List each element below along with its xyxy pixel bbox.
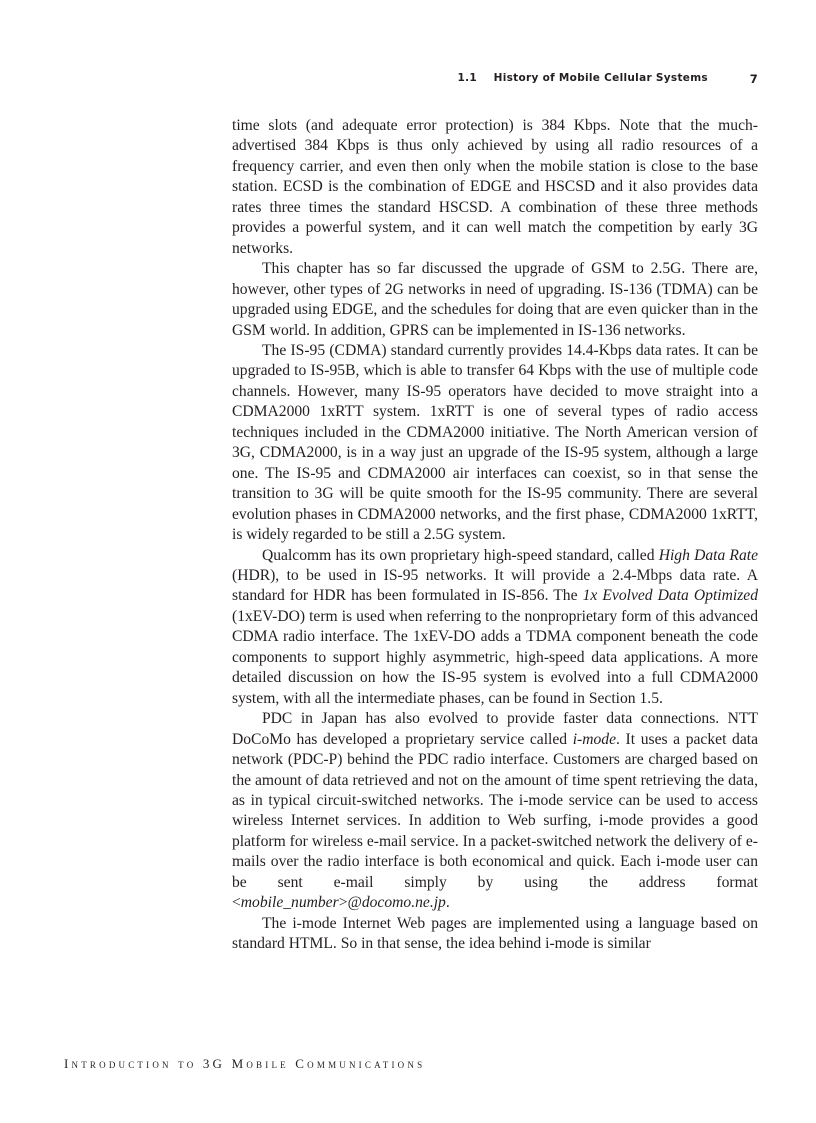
running-head [232, 72, 758, 88]
page-number: 7 [749, 72, 758, 86]
text-run: (HDR), to be used in IS-95 networks. It will provide a 2.4-Mbps data rate. A standard for HDR has been formulated in IS-856. The [232, 566, 758, 605]
italic-text: 1x Evolved Data Optimized [582, 587, 759, 605]
paragraph [232, 914, 758, 955]
italic-text: High Data Rate [658, 546, 759, 564]
text-run: The IS-95 (CDMA) standard currently provides 14.4-Kbps data rates. It can be upgraded to IS-95B, which is able to transfer 64 Kbps with the use of multiple code channels. However, many IS-95 operators have decided to move straight into a CDMA2000 1xRTT system. 1xRTT is one of several types of radio access techniques included in the CDMA2000 initiative. The North American version of 3G, CDMA2000, is in a way just an upgrade of the IS-95 system, although a large one. The IS-95 and CDMA2000 air interfaces can coexist, so in that sense the transition to 3G will be quite smooth for the IS-95 community. There are several evolution phases in CDMA2000 networks, and the first phase, CDMA2000 1xRTT, is widely regarded to be still a 2.5G system. [232, 341, 758, 544]
section-number: 1.1 [457, 72, 477, 84]
paragraph [232, 546, 758, 710]
italic-text: @docomo.ne.jp [347, 894, 446, 912]
running-footer: Introduction to 3G Mobile Communications [64, 1056, 426, 1071]
body-text [232, 116, 758, 955]
section-title: History of Mobile Cellular Systems [493, 72, 708, 84]
paragraph [232, 709, 758, 914]
paragraph [232, 341, 758, 546]
text-run: . It uses a packet data network (PDC-P) behind the PDC radio interface. Customers are charged based on the amount of data retrieved and not on the amount of time spent retrieving the data, as in typical circuit-switched networks. The i-mode service can be used to access wireless Internet services. In addition to Web surfing, i-mode provides a good platform for wireless e-mail service. In a packet-switched network the delivery of e-mails over the radio interface is both economical and quick. Each i-mode user can be sent e-mail simply by using the address format < [232, 730, 758, 912]
text-run: . [445, 894, 450, 912]
text-run: PDC in Japan has also evolved to provide faster data connections. NTT DoCoMo has developed a proprietary service called [232, 710, 758, 748]
paragraph [232, 116, 758, 259]
italic-text: i-mode [572, 730, 617, 748]
text-run: Qualcomm has its own proprietary high-speed standard, called [262, 546, 659, 564]
text-run: (1xEV-DO) term is used when referring to the nonproprietary form of this advanced CDMA radio interface. The 1xEV-DO adds a TDMA component beneath the code components to support highly asymmetric, high-speed data applications. A more detailed discussion on how the IS-95 system is evolved into a full CDMA2000 system, with all the intermediate phases, can be found in Section 1.5. [232, 607, 758, 707]
text-run: time slots (and adequate error protection) is 384 Kbps. Note that the much-advertised 384 Kbps is thus only achieved by using all radio resources of a frequency carrier, and even then only when the mobile station is close to the base station. ECSD is the combination of EDGE and HSCSD and it also provides data rates three times the standard HSCSD. A combination of these three methods provides a powerful system, and it can well match the competition by early 3G networks. [232, 117, 758, 257]
italic-text: mobile_number [240, 894, 339, 912]
text-run: The i-mode Internet Web pages are implemented using a language based on standard HTML. So in that sense, the idea behind i-mode is similar [232, 914, 758, 953]
text-run: > [338, 894, 348, 912]
paragraph [232, 259, 758, 341]
text-run: This chapter has so far discussed the upgrade of GSM to 2.5G. There are, however, other types of 2G networks in need of upgrading. IS-136 (TDMA) can be upgraded using EDGE, and the schedules for doing that are even quicker than in the GSM world. In addition, GPRS can be implemented in IS-136 networks. [232, 260, 758, 339]
